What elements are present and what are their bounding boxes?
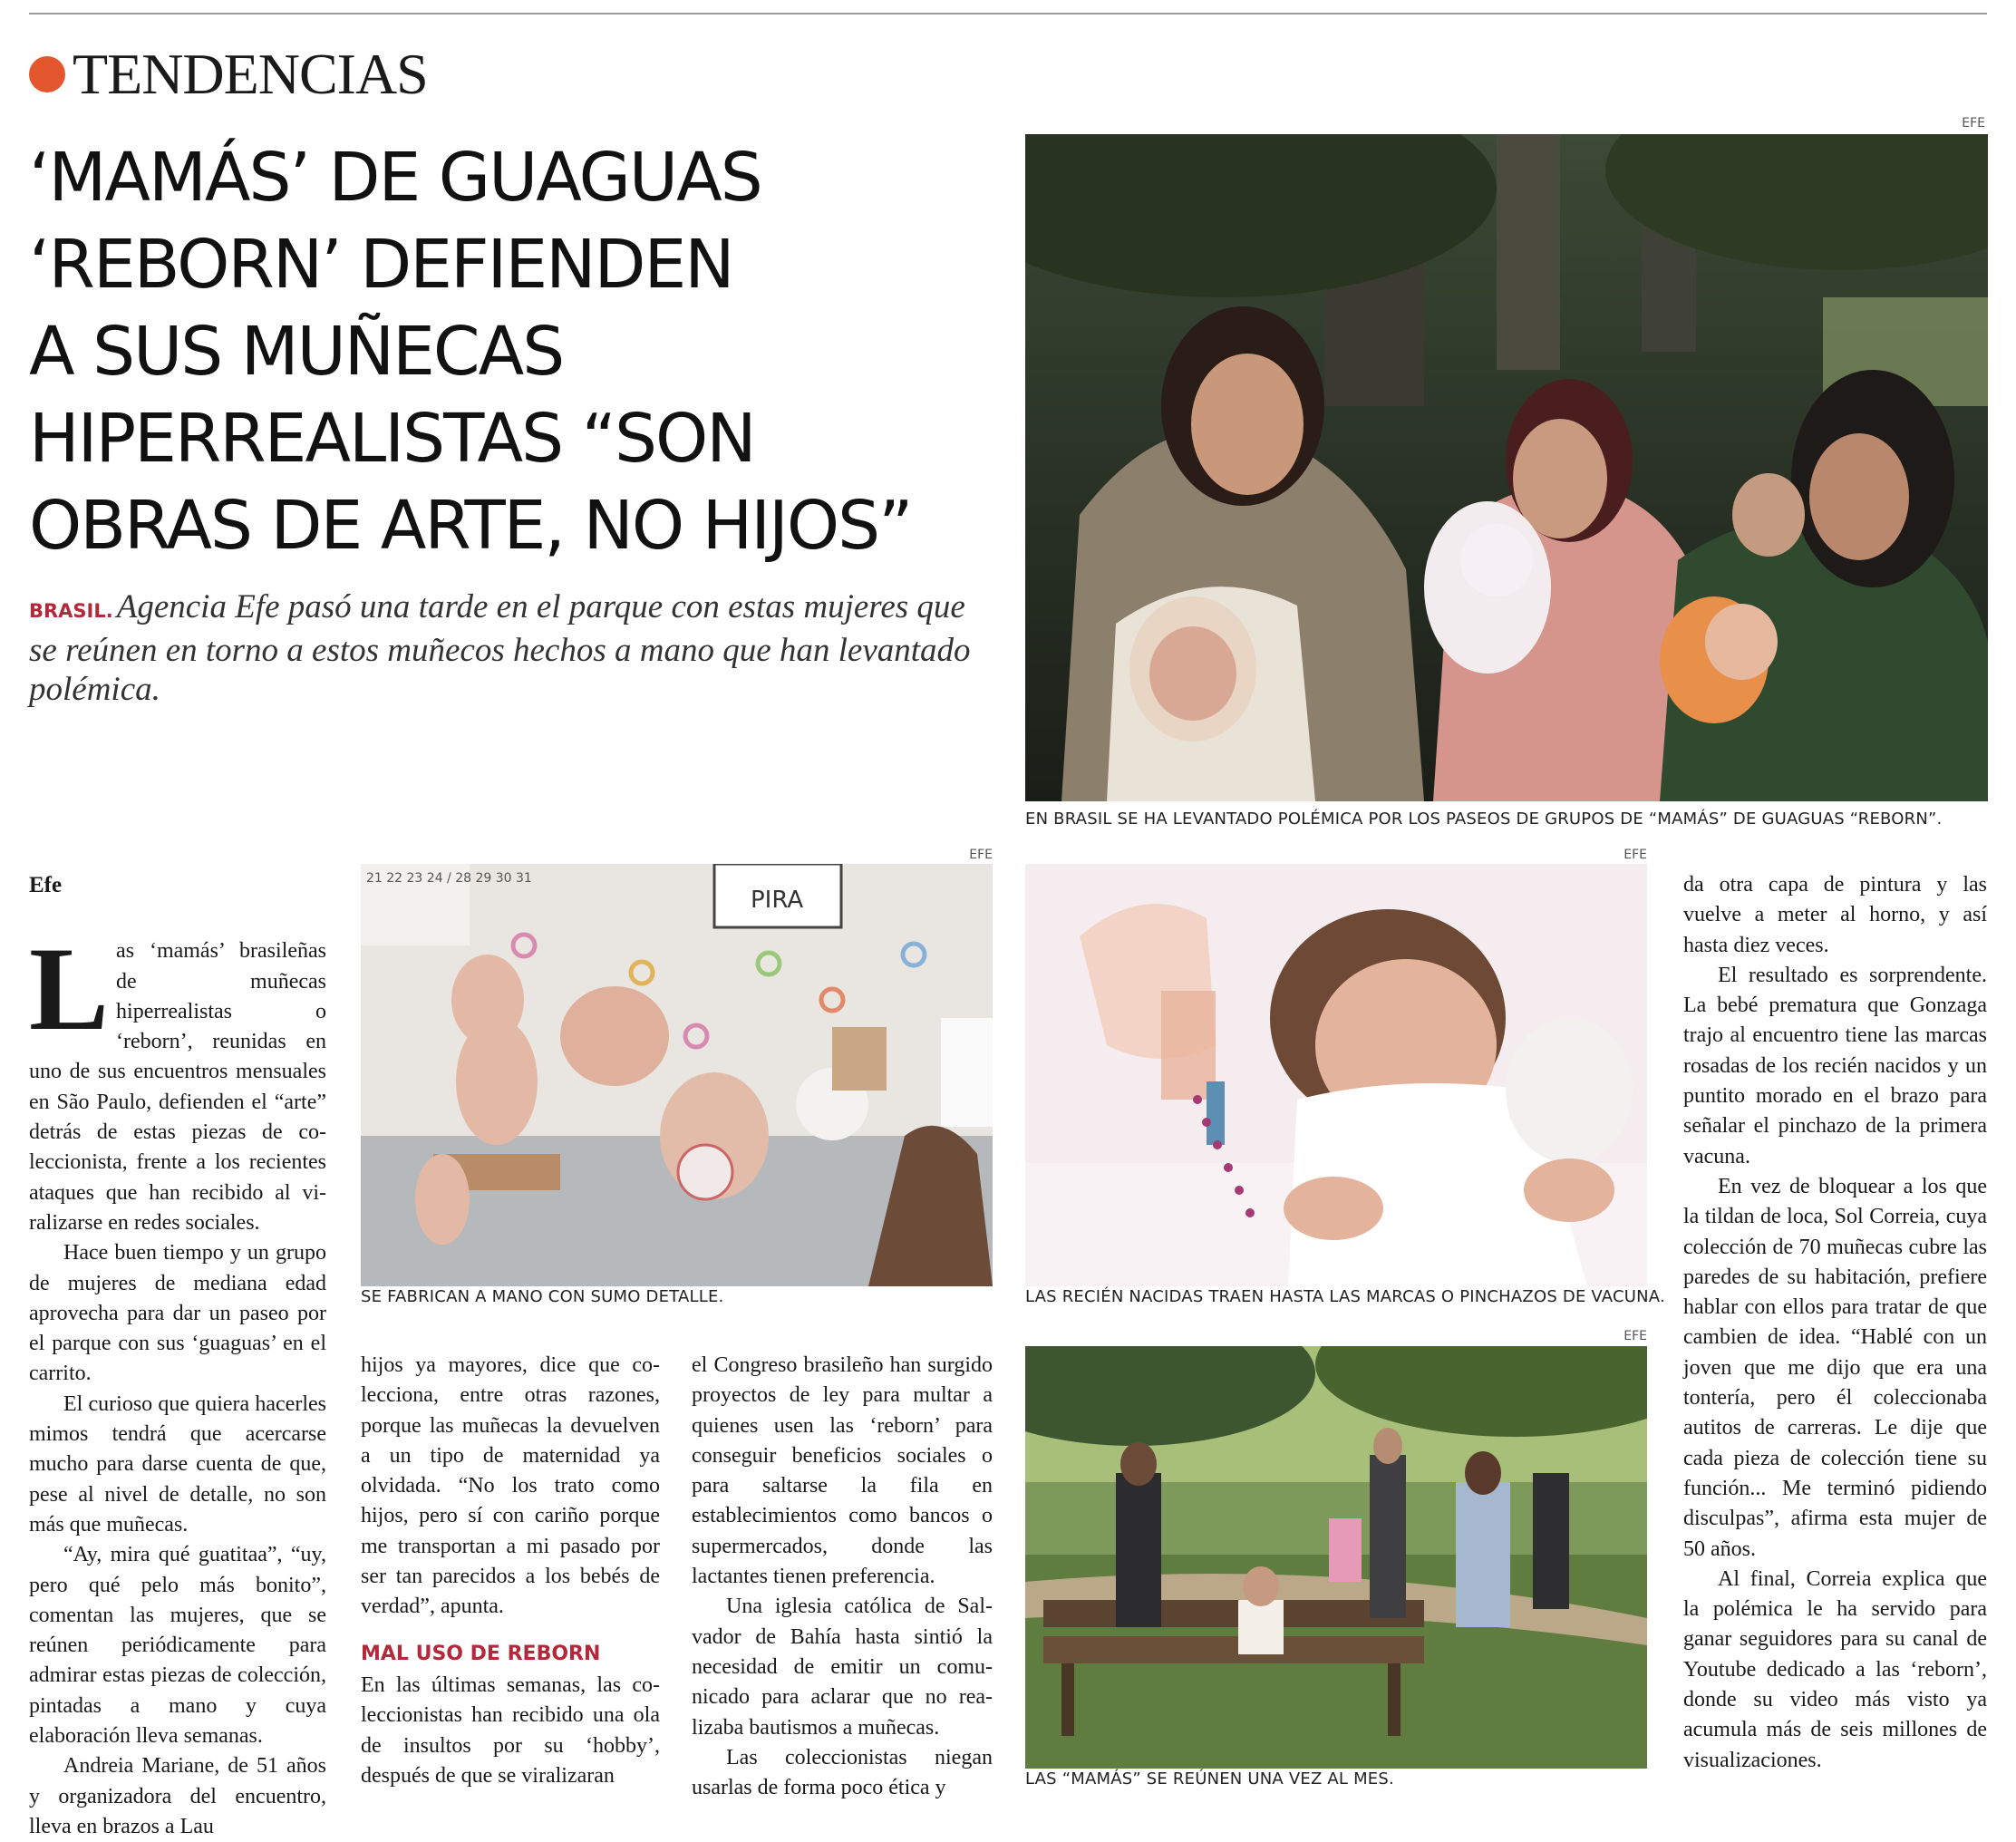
lede-place: BRASIL. — [29, 600, 113, 622]
section-header — [29, 38, 428, 111]
main-photo-caption: EN BRASIL SE HA LEVANTADO POLÉMICA POR LOS PASEOS DE GRUPOS DE “MAMÁS” DE GUAGUAS “REBORN”. — [1025, 810, 1943, 829]
paragraph: da otra capa de pintura y las vuelve a meter al horno, y así hasta diez veces. — [1683, 873, 1987, 957]
park-photo-image — [1025, 1346, 1647, 1769]
paragraph-text: as ‘mamás’ brasileñas de muñecas hiperrealistas o ‘reborn’, reunidas en uno de sus encuentros mensuales en São Paulo, defienden el “arte” detrás de estas piezas de coleccionista, frente a los recientes ataques que han recibido al viralizarse en redes sociales. — [29, 939, 326, 1235]
main-photo-credit: EFE — [1962, 116, 1985, 131]
paragraph: Andreia Mariane, de 51 años y organizadora del encuentro, lleva en brazos a Lau — [29, 1754, 326, 1838]
park-photo-caption: LAS “MAMÁS” SE REÚNEN UNA VEZ AL MES. — [1025, 1769, 1394, 1789]
section-dot-icon — [29, 56, 65, 92]
paragraph: El resultado es sorprendente. La bebé prematura que Gonzaga trajo al encuentro tiene las marcas rosadas de los recién nacidos y un puntito morado en el brazo para señalar el pinchazo de la primera vacuna. — [1683, 963, 1987, 1168]
paragraph: En las últimas semanas, las coleccionistas han recibido una ola de insultos por su ‘hobby’, después de que se viralizaran — [361, 1672, 660, 1788]
newborn-photo-credit: EFE — [1623, 848, 1647, 862]
headline-line: A SUS MUÑECAS — [29, 313, 564, 391]
workshop-photo — [361, 864, 993, 1286]
headline-line: ‘MAMÁS’ DE GUAGUAS — [29, 139, 761, 217]
workshop-photo-caption: SE FABRICAN A MANO CON SUMO DETALLE. — [361, 1287, 724, 1306]
headline-line: OBRAS DE ARTE, NO HIJOS” — [29, 487, 912, 565]
byline: Efe — [29, 873, 63, 897]
section-label: TENDENCIAS — [73, 42, 428, 106]
park-photo — [1025, 1346, 1647, 1769]
headline-line: HIPERREALISTAS “SON — [29, 400, 755, 478]
paragraph: “Ay, mira qué guatitaa”, “uy, pero qué pelo más bonito”, comentan las mujeres, que se reúnen periódicamente para admirar estas piezas de colección, pintadas a mano y cuya elaboración lleva semanas. — [29, 1543, 326, 1749]
paragraph: el Congreso brasileño han surgido proyectos de ley para multar a quienes usen las ‘reborn’ para conseguir beneficios sociales o para saltarse la fila en establecimientos como bancos o supermercados, donde las lactantes tienen preferencia. — [692, 1353, 993, 1589]
paragraph: Una iglesia católica de Salvador de Bahía hasta sintió la necesidad de emitir un comunicado para aclarar que no realizaba bautismos a muñecas. — [692, 1595, 993, 1740]
headline — [29, 134, 990, 569]
workshop-calendar-text: 21 22 23 24 / 28 29 30 31 — [366, 871, 532, 886]
main-photo — [1025, 134, 1988, 801]
drop-cap: L — [29, 922, 110, 1056]
paragraph: En vez de bloquear a los que la tildan de loca, Sol Correia, cuya colección de 70 muñecas cubre las paredes de su habitación, prefiere hablar con ellos para tratar de que cambien de idea. “Hablé con un joven que me dijo que era una tontería, pero él coleccionaba autitos de carreras. Le dije que cada pieza de colección tiene su función... Me terminó pidiendo disculpas”, afirma esta mujer de 50 años. — [1683, 1174, 1987, 1561]
paragraph: Las coleccionistas niegan usarlas de forma poco ética y — [692, 1745, 993, 1800]
newborn-photo — [1025, 864, 1647, 1286]
workshop-photo-image — [361, 864, 993, 1286]
workshop-sign-text: PIRA — [751, 887, 804, 914]
main-photo-image — [1025, 134, 1988, 801]
subhead: MAL USO DE REBORN — [361, 1642, 601, 1665]
headline-line: ‘REBORN’ DEFIENDEN — [29, 226, 733, 304]
article-column-3 — [692, 1351, 993, 1803]
park-photo-credit: EFE — [1623, 1329, 1647, 1343]
lede-text: Agencia Efe pasó una tarde en el parque con estas mujeres que se reúnen en torno a estos muñecos hechos a mano que han levantado polémica. — [29, 588, 971, 708]
newborn-photo-caption: LAS RECIÉN NACIDAS TRAEN HASTA LAS MARCAS O PINCHAZOS DE VACUNA. — [1025, 1287, 1665, 1306]
paragraph: Hace buen tiempo y un grupo de mujeres de mediana edad aprovecha para dar un paseo por el parque con sus ‘guaguas’ en el carrito. — [29, 1241, 326, 1386]
paragraph: El curioso que quiera hacerles mimos tendrá que acercarse mucho para darse cuenta de que, pese al nivel de detalle, no son más que muñecas. — [29, 1391, 326, 1537]
lede — [29, 587, 990, 709]
top-rule — [29, 13, 1987, 15]
newborn-photo-image — [1025, 864, 1647, 1286]
paragraph: hijos ya mayores, dice que colecciona, entre otras razones, porque las muñecas la devuelven a un tipo de maternidad ya olvidada. “No los trato como hijos, pero sí con cariño porque me transportan a mi pasado por ser tan parecidos a los bebés de verdad”, apunta. — [361, 1353, 660, 1619]
article-column-1 — [29, 870, 326, 1842]
paragraph: Al final, Correia explica que la polémica le ha servido para ganar seguidores para su canal de Youtube dedicado a las ‘reborn’, donde su video más visto ya acumula más de seis millones de visualizaciones. — [1683, 1566, 1987, 1772]
article-column-2 — [361, 1351, 660, 1791]
paragraph — [29, 922, 326, 1238]
workshop-photo-credit: EFE — [969, 848, 993, 862]
article-column-5 — [1683, 870, 1987, 1776]
